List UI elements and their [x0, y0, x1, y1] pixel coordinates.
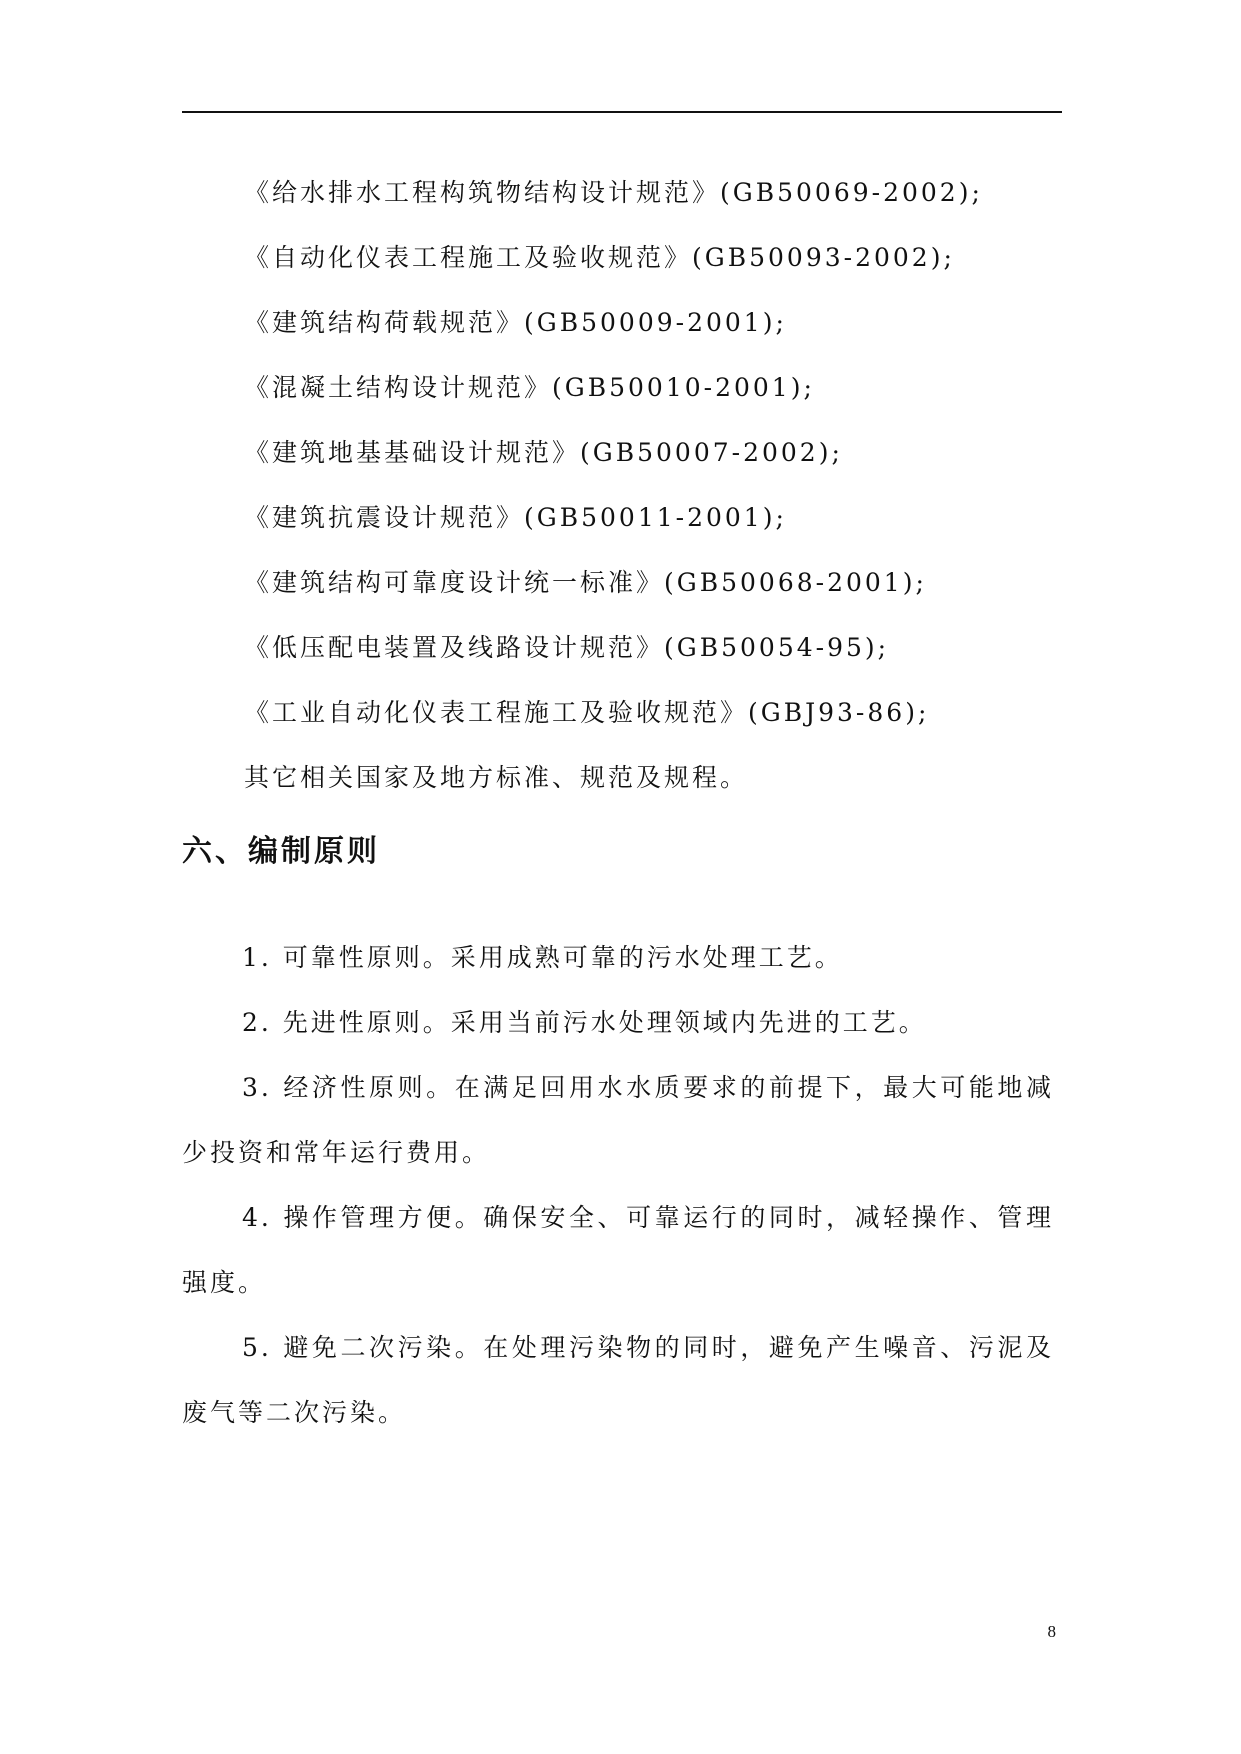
- reference-item: 《混凝土结构设计规范》(GB50010-2001);: [244, 373, 815, 402]
- page-number: 8: [1047, 1622, 1056, 1641]
- principle-item: 3. 经济性原则。在满足回用水水质要求的前提下，最大可能地减少投资和常年运行费用。: [182, 1073, 1054, 1167]
- reference-item: 《给水排水工程构筑物结构设计规范》(GB50069-2002);: [244, 178, 983, 207]
- principle-item: 2. 先进性原则。采用当前污水处理领域内先进的工艺。: [242, 1008, 927, 1037]
- reference-list: [244, 160, 1064, 810]
- reference-item: 《低压配电装置及线路设计规范》(GB50054-95);: [244, 633, 890, 662]
- principle-item: 5. 避免二次污染。在处理污染物的同时，避免产生噪音、污泥及废气等二次污染。: [182, 1333, 1054, 1427]
- reference-item: 《工业自动化仪表工程施工及验收规范》(GBJ93-86);: [244, 698, 930, 727]
- reference-item-other: 其它相关国家及地方标准、规范及规程。: [244, 763, 749, 792]
- reference-item: 《建筑结构荷载规范》(GB50009-2001);: [244, 308, 787, 337]
- reference-item: 《建筑地基基础设计规范》(GB50007-2002);: [244, 438, 843, 467]
- reference-item: 《建筑抗震设计规范》(GB50011-2001);: [244, 503, 787, 532]
- section-heading: 六、编制原则: [182, 834, 380, 869]
- header-rule: [182, 111, 1062, 113]
- principles-list: [182, 925, 1054, 1445]
- principle-item: 1. 可靠性原则。采用成熟可靠的污水处理工艺。: [242, 943, 843, 972]
- reference-item: 《建筑结构可靠度设计统一标准》(GB50068-2001);: [244, 568, 927, 597]
- principle-item: 4. 操作管理方便。确保安全、可靠运行的同时，减轻操作、管理强度。: [182, 1203, 1054, 1297]
- reference-item: 《自动化仪表工程施工及验收规范》(GB50093-2002);: [244, 243, 955, 272]
